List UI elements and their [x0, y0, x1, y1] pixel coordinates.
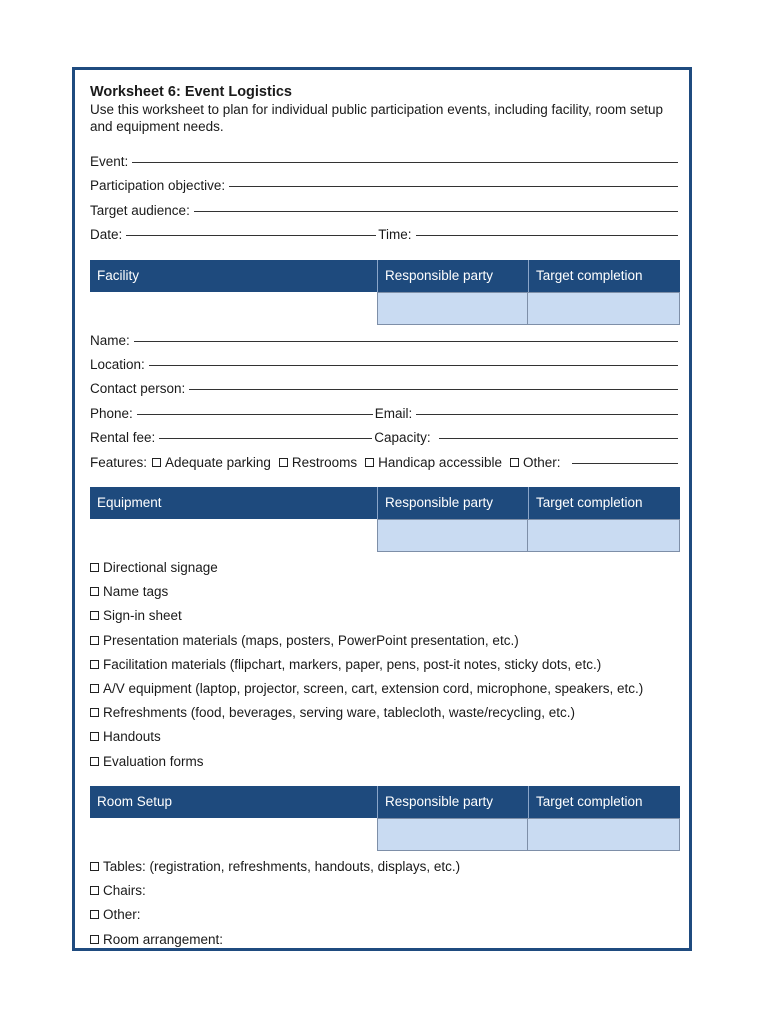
date-field[interactable] — [126, 223, 376, 236]
room-setup-header — [90, 786, 680, 818]
capacity-field[interactable] — [439, 426, 678, 439]
facility-target-cell[interactable] — [528, 292, 680, 325]
feature-handicap: Handicap accessible — [378, 454, 502, 470]
list-item — [90, 879, 680, 903]
room-setup-responsible-header: Responsible party — [377, 786, 528, 818]
list-item — [90, 855, 680, 879]
contact-row — [90, 377, 680, 401]
checkbox-icon[interactable] — [90, 708, 99, 717]
room-setup-list — [90, 855, 680, 952]
facility-location-field[interactable] — [149, 353, 678, 366]
phone-email-row — [90, 402, 680, 426]
checkbox-icon[interactable] — [90, 935, 99, 944]
checkbox-icon[interactable] — [90, 660, 99, 669]
item-label: Other: — [103, 907, 141, 923]
feature-parking: Adequate parking — [165, 454, 271, 470]
facility-responsible-header: Responsible party — [377, 260, 528, 292]
equipment-input-row — [90, 519, 680, 552]
equipment-responsible-header: Responsible party — [377, 487, 528, 519]
list-item — [90, 629, 680, 653]
date-label: Date: — [90, 227, 123, 243]
feature-restrooms: Restrooms — [291, 454, 358, 470]
rental-fee-label: Rental fee: — [90, 430, 156, 446]
equipment-header — [90, 487, 680, 519]
facility-input-row — [90, 292, 680, 325]
room-setup-input-row — [90, 818, 680, 851]
features-row — [90, 451, 680, 475]
item-label: Handouts — [103, 729, 161, 745]
facility-location-label: Location: — [90, 357, 145, 373]
item-label: Chairs: — [103, 883, 146, 899]
item-label: Directional signage — [103, 560, 218, 576]
checkbox-icon[interactable] — [152, 458, 161, 467]
phone-field[interactable] — [137, 402, 373, 415]
checkbox-icon[interactable] — [90, 563, 99, 572]
checkbox-icon[interactable] — [90, 862, 99, 871]
facility-name-label: Name: — [90, 332, 130, 348]
item-label: Room arrangement: — [103, 931, 224, 947]
facility-header-label: Facility — [97, 267, 140, 283]
item-label: Refreshments (food, beverages, serving ware, tablecloth, waste/recycling, etc.) — [103, 705, 575, 721]
rental-fee-field[interactable] — [159, 426, 372, 439]
checkbox-icon[interactable] — [510, 458, 519, 467]
checkbox-icon[interactable] — [90, 587, 99, 596]
phone-label: Phone: — [90, 405, 133, 421]
room-setup-header-label: Room Setup — [97, 793, 173, 809]
feature-other: Other: — [522, 454, 561, 470]
feature-other-field[interactable] — [572, 451, 678, 464]
checkbox-icon[interactable] — [279, 458, 288, 467]
list-item — [90, 701, 680, 725]
date-time-row — [90, 223, 680, 247]
checkbox-icon[interactable] — [90, 611, 99, 620]
item-label: Tables: (registration, refreshments, handouts, displays, etc.) — [103, 858, 461, 874]
room-setup-responsible-cell[interactable] — [377, 818, 528, 851]
time-label: Time: — [378, 227, 412, 243]
facility-responsible-cell[interactable] — [377, 292, 528, 325]
item-label: Presentation materials (maps, posters, PowerPoint presentation, etc.) — [103, 632, 519, 648]
room-setup-target-header: Target completion — [528, 786, 680, 818]
equipment-target-header: Target completion — [528, 487, 680, 519]
worksheet-intro: Use this worksheet to plan for individual public participation events, including facility, room setup and equipment needs. — [90, 102, 664, 134]
audience-label: Target audience: — [90, 202, 190, 218]
event-row — [90, 150, 680, 174]
checkbox-icon[interactable] — [90, 886, 99, 895]
objective-row — [90, 174, 680, 198]
email-field[interactable] — [416, 402, 678, 415]
list-item — [90, 750, 680, 774]
worksheet-content — [90, 83, 680, 952]
list-item — [90, 928, 680, 952]
item-label: Evaluation forms — [103, 753, 204, 769]
features-label: Features: — [90, 454, 148, 470]
equipment-list — [90, 556, 680, 774]
list-item — [90, 653, 680, 677]
facility-name-field[interactable] — [134, 329, 678, 342]
objective-field[interactable] — [229, 174, 678, 187]
facility-location-row — [90, 353, 680, 377]
checkbox-icon[interactable] — [365, 458, 374, 467]
list-item — [90, 556, 680, 580]
facility-name-row — [90, 329, 680, 353]
item-label: Facilitation materials (flipchart, markers, paper, pens, post-it notes, sticky dots, etc.) — [103, 656, 602, 672]
list-item — [90, 604, 680, 628]
contact-label: Contact person: — [90, 381, 186, 397]
item-label: Sign-in sheet — [103, 608, 182, 624]
event-label: Event: — [90, 154, 129, 169]
list-item — [90, 903, 680, 927]
list-item — [90, 725, 680, 749]
equipment-target-cell[interactable] — [528, 519, 680, 552]
checkbox-icon[interactable] — [90, 684, 99, 693]
item-label: Name tags — [103, 584, 169, 600]
audience-field[interactable] — [194, 199, 678, 212]
contact-field[interactable] — [189, 377, 678, 390]
event-field[interactable] — [132, 150, 678, 163]
capacity-label: Capacity: — [374, 430, 431, 446]
equipment-responsible-cell[interactable] — [377, 519, 528, 552]
checkbox-icon[interactable] — [90, 757, 99, 766]
audience-row — [90, 199, 680, 223]
list-item — [90, 580, 680, 604]
room-setup-target-cell[interactable] — [528, 818, 680, 851]
fee-capacity-row — [90, 426, 680, 450]
facility-target-header: Target completion — [528, 260, 680, 292]
time-field[interactable] — [416, 223, 678, 236]
objective-label: Participation objective: — [90, 178, 226, 194]
item-label: A/V equipment (laptop, projector, screen, cart, extension cord, microphone, speakers, etc.) — [103, 681, 644, 697]
checkbox-icon[interactable] — [90, 910, 99, 919]
checkbox-icon[interactable] — [90, 732, 99, 741]
list-item — [90, 677, 680, 701]
email-label: Email: — [374, 405, 413, 421]
worksheet-title: Worksheet 6: Event Logistics — [90, 84, 292, 100]
equipment-header-label: Equipment — [97, 495, 162, 511]
checkbox-icon[interactable] — [90, 636, 99, 645]
facility-header — [90, 260, 680, 292]
